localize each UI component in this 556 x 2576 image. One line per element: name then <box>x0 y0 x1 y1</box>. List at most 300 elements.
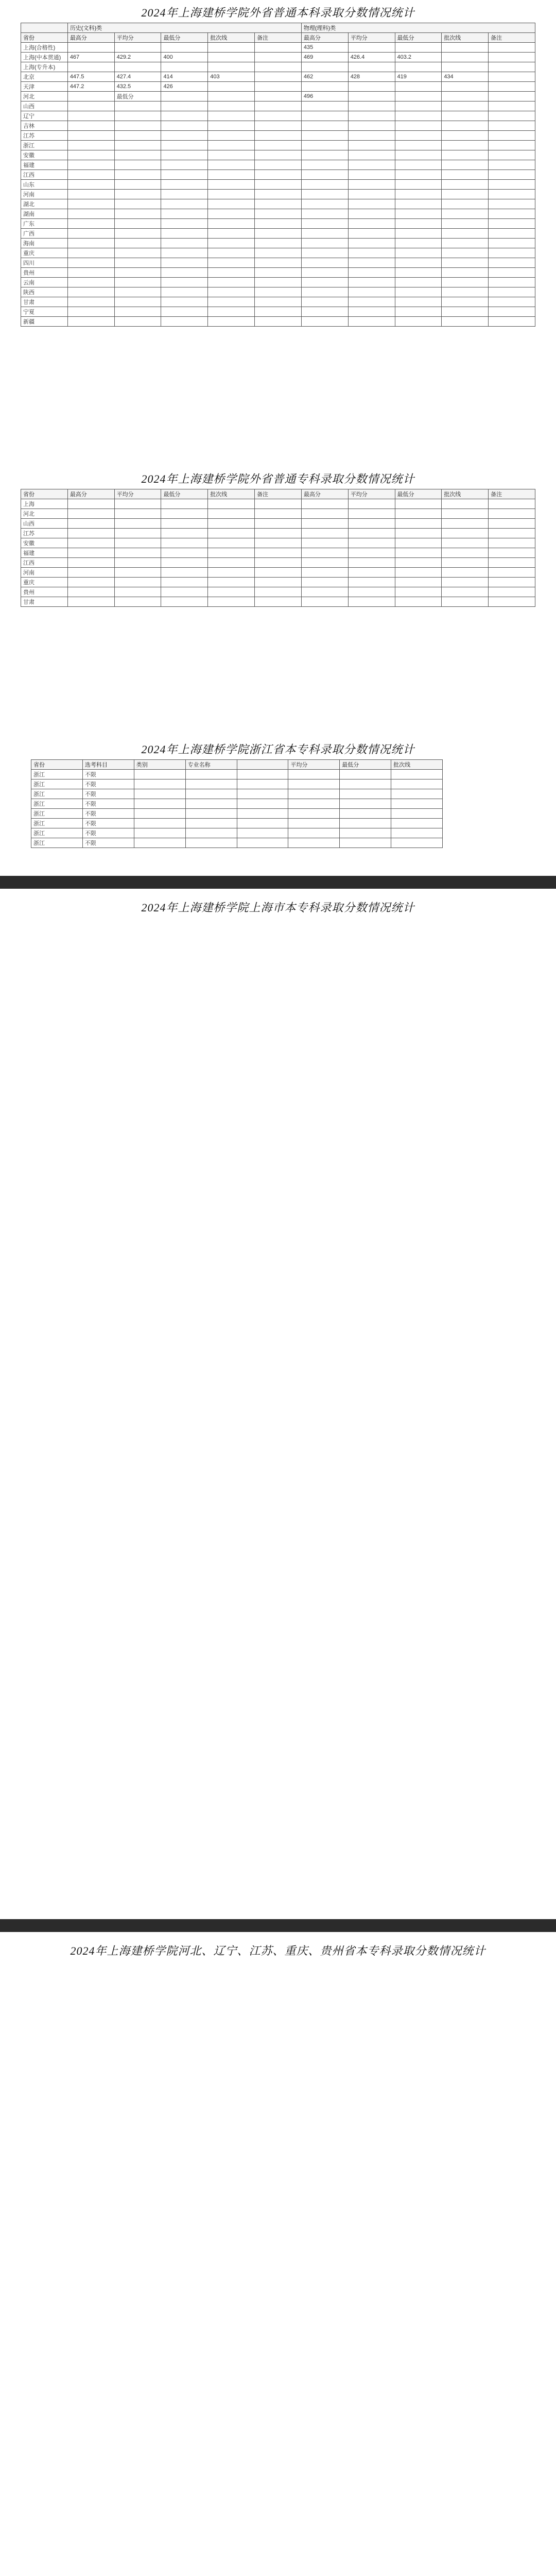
table-cell <box>395 307 442 317</box>
table-cell <box>348 111 395 121</box>
table-cell <box>208 209 255 219</box>
table-cell <box>255 131 302 141</box>
table-cell <box>114 43 161 53</box>
table-cell <box>255 209 302 219</box>
table-cell <box>134 819 185 828</box>
table-cell <box>395 287 442 297</box>
table-cell: 甘肃 <box>21 297 68 307</box>
table-cell <box>114 499 161 509</box>
table-cell <box>395 62 442 72</box>
table-cell <box>395 199 442 209</box>
table-cell: 426 <box>161 82 208 92</box>
table-cell <box>114 131 161 141</box>
table-cell <box>442 160 489 170</box>
table-cell <box>67 92 114 101</box>
table-cell <box>301 131 348 141</box>
table-cell <box>255 53 302 62</box>
table-cell <box>67 287 114 297</box>
table-cell <box>237 779 288 789</box>
table-row <box>21 190 535 199</box>
table-cell <box>255 258 302 268</box>
table-cell <box>395 111 442 121</box>
table-cell <box>208 597 255 607</box>
table-header: 批次线 <box>391 760 443 770</box>
table-cell <box>301 587 348 597</box>
table-cell <box>395 538 442 548</box>
table-cell <box>255 190 302 199</box>
table-cell <box>395 209 442 219</box>
score-table <box>21 23 535 327</box>
table-cell: 海南 <box>21 239 68 248</box>
table-cell <box>348 529 395 538</box>
table-cell <box>255 72 302 82</box>
table-cell <box>489 239 535 248</box>
table-cell <box>67 529 114 538</box>
table-cell <box>208 43 255 53</box>
table-cell <box>255 529 302 538</box>
table-cell <box>237 799 288 809</box>
scan-page-3 <box>0 737 556 871</box>
table-cell <box>348 160 395 170</box>
table-cell <box>208 62 255 72</box>
table-header-row <box>31 760 443 770</box>
table-cell <box>489 307 535 317</box>
table-cell: 不限 <box>82 799 134 809</box>
table-cell <box>489 587 535 597</box>
table-cell <box>442 92 489 101</box>
table-cell: 434 <box>442 72 489 82</box>
table-cell <box>301 101 348 111</box>
scan-page-2 <box>0 466 556 734</box>
table-cell <box>67 317 114 327</box>
table-cell: 429.2 <box>114 53 161 62</box>
table-cell <box>161 268 208 278</box>
table-cell <box>208 111 255 121</box>
table-cell <box>161 141 208 150</box>
table-cell <box>301 509 348 519</box>
table-cell <box>255 248 302 258</box>
table-cell <box>489 180 535 190</box>
table-cell: 陕西 <box>21 287 68 297</box>
table-cell <box>237 828 288 838</box>
table-cell <box>301 62 348 72</box>
table-cell: 403 <box>208 72 255 82</box>
table-cell <box>348 82 395 92</box>
table-cell <box>255 519 302 529</box>
table-cell <box>489 92 535 101</box>
table-cell <box>301 82 348 92</box>
table-cell <box>67 268 114 278</box>
scan-page-1 <box>0 0 556 464</box>
table-row <box>21 287 535 297</box>
table-cell <box>161 160 208 170</box>
table-cell <box>208 131 255 141</box>
table-row <box>31 770 443 779</box>
table-header: 省份 <box>21 489 68 499</box>
table-cell <box>489 101 535 111</box>
table-cell <box>395 258 442 268</box>
table-header: 最高分 <box>67 33 114 43</box>
table-cell <box>348 219 395 229</box>
table-cell <box>288 770 340 779</box>
table-cell <box>489 190 535 199</box>
table-cell <box>208 287 255 297</box>
table-cell <box>301 538 348 548</box>
table-cell <box>348 62 395 72</box>
table-cell <box>114 509 161 519</box>
table-header: 备注 <box>489 33 535 43</box>
table-cell <box>114 150 161 160</box>
table-cell <box>442 317 489 327</box>
table-cell <box>442 587 489 597</box>
table-cell <box>161 209 208 219</box>
table-header: 批次线 <box>208 489 255 499</box>
table-cell <box>114 268 161 278</box>
table-cell <box>288 819 340 828</box>
table-cell <box>489 199 535 209</box>
table-cell <box>161 180 208 190</box>
table-row <box>21 587 535 597</box>
table-cell <box>161 131 208 141</box>
table-cell <box>442 509 489 519</box>
table-row <box>31 809 443 819</box>
table-cell: 辽宁 <box>21 111 68 121</box>
table-row <box>21 499 535 509</box>
table-cell: 山东 <box>21 180 68 190</box>
table-cell <box>161 568 208 578</box>
table-cell <box>442 43 489 53</box>
table-cell <box>255 121 302 131</box>
table-row <box>21 597 535 607</box>
table-row <box>31 828 443 838</box>
table-cell <box>67 278 114 287</box>
table-cell <box>134 799 185 809</box>
table-cell <box>114 568 161 578</box>
table-header: 备注 <box>255 489 302 499</box>
table-cell <box>301 558 348 568</box>
table-cell <box>442 131 489 141</box>
table-cell: 广西 <box>21 229 68 239</box>
table-header: 省份 <box>31 760 83 770</box>
table-cell: 湖南 <box>21 209 68 219</box>
table-header: 最高分 <box>301 33 348 43</box>
table-cell: 469 <box>301 53 348 62</box>
table-row <box>21 111 535 121</box>
table-cell <box>489 82 535 92</box>
table-cell <box>395 278 442 287</box>
table-header: 备注 <box>255 33 302 43</box>
table-cell <box>301 297 348 307</box>
table-cell <box>442 258 489 268</box>
scan-page-4 <box>0 889 556 1919</box>
table-cell <box>301 278 348 287</box>
table-cell: 427.4 <box>114 72 161 82</box>
table-cell <box>161 499 208 509</box>
table-cell: 最低分 <box>114 92 161 101</box>
table-cell <box>395 578 442 587</box>
table-cell <box>395 121 442 131</box>
table-cell <box>208 278 255 287</box>
table-cell <box>255 150 302 160</box>
table-cell <box>255 538 302 548</box>
table-cell <box>114 519 161 529</box>
table-cell: 山西 <box>21 519 68 529</box>
table-cell <box>208 548 255 558</box>
table-cell <box>395 170 442 180</box>
table-cell <box>161 317 208 327</box>
table-cell <box>161 278 208 287</box>
table-cell <box>114 307 161 317</box>
table-cell <box>395 229 442 239</box>
table-cell <box>442 287 489 297</box>
table-cell <box>489 519 535 529</box>
table-row <box>21 209 535 219</box>
table-cell <box>67 62 114 72</box>
table-cell: 上海(专升本) <box>21 62 68 72</box>
table-header-row <box>21 33 535 43</box>
table-cell: 河南 <box>21 190 68 199</box>
table-cell <box>301 248 348 258</box>
table-cell <box>348 239 395 248</box>
table-cell <box>348 150 395 160</box>
table-cell <box>161 597 208 607</box>
table-cell <box>208 538 255 548</box>
table-cell <box>301 258 348 268</box>
table-cell <box>340 819 391 828</box>
table-cell <box>395 239 442 248</box>
table-cell <box>208 558 255 568</box>
table-cell <box>489 538 535 548</box>
table-cell <box>442 499 489 509</box>
table-cell <box>442 597 489 607</box>
table-cell <box>237 838 288 848</box>
table-container <box>31 759 443 848</box>
table-cell: 天津 <box>21 82 68 92</box>
table-cell <box>442 529 489 538</box>
table-row <box>21 170 535 180</box>
table-cell <box>442 170 489 180</box>
scan-page-5 <box>0 1932 556 2576</box>
table-cell: 447.2 <box>67 82 114 92</box>
table-cell <box>301 499 348 509</box>
table-cell <box>208 568 255 578</box>
table-cell <box>67 199 114 209</box>
table-cell <box>395 317 442 327</box>
table-cell <box>255 558 302 568</box>
table-cell: 浙江 <box>31 838 83 848</box>
table-cell: 云南 <box>21 278 68 287</box>
table-cell <box>67 101 114 111</box>
table-row <box>21 239 535 248</box>
table-cell <box>395 82 442 92</box>
table-cell <box>161 62 208 72</box>
table-cell <box>442 578 489 587</box>
table-cell <box>114 141 161 150</box>
table-cell <box>67 111 114 121</box>
table-cell <box>255 587 302 597</box>
table-cell <box>114 248 161 258</box>
table-row <box>21 278 535 287</box>
table-cell <box>208 268 255 278</box>
table-cell <box>348 538 395 548</box>
table-cell: 435 <box>301 43 348 53</box>
table-header: 最低分 <box>395 33 442 43</box>
table-cell <box>67 121 114 131</box>
table-cell <box>348 519 395 529</box>
table-subheader-row <box>21 23 535 33</box>
table-cell <box>348 307 395 317</box>
section-title: 2024年上海建桥学院外省普通本科录取分数情况统计 <box>141 6 415 19</box>
table-cell <box>301 150 348 160</box>
table-row <box>21 248 535 258</box>
section-title: 2024年上海建桥学院外省普通专科录取分数情况统计 <box>141 472 415 485</box>
table-cell <box>208 509 255 519</box>
table-cell <box>114 587 161 597</box>
table-cell: 不限 <box>82 838 134 848</box>
table-row <box>21 82 535 92</box>
table-cell <box>255 268 302 278</box>
table-cell <box>237 789 288 799</box>
table-cell <box>348 587 395 597</box>
table-cell <box>67 258 114 268</box>
table-cell: 重庆 <box>21 248 68 258</box>
table-cell <box>208 519 255 529</box>
table-cell <box>161 529 208 538</box>
table-cell <box>208 170 255 180</box>
table-cell <box>161 190 208 199</box>
score-table <box>21 489 535 607</box>
table-cell <box>301 578 348 587</box>
table-cell <box>114 121 161 131</box>
table-cell: 湖北 <box>21 199 68 209</box>
table-cell <box>67 209 114 219</box>
table-row <box>21 548 535 558</box>
score-table <box>31 759 443 848</box>
table-cell <box>301 170 348 180</box>
table-cell: 462 <box>301 72 348 82</box>
table-cell <box>161 307 208 317</box>
table-cell <box>442 101 489 111</box>
table-row <box>21 180 535 190</box>
table-cell <box>489 297 535 307</box>
table-header: 最低分 <box>161 489 208 499</box>
table-row <box>21 297 535 307</box>
table-cell <box>255 141 302 150</box>
table-cell <box>134 809 185 819</box>
table-cell <box>255 297 302 307</box>
table-cell <box>391 838 443 848</box>
table-cell <box>114 578 161 587</box>
table-cell <box>301 287 348 297</box>
table-cell: 浙江 <box>31 789 83 799</box>
table-cell <box>340 799 391 809</box>
table-cell <box>161 43 208 53</box>
table-cell <box>442 248 489 258</box>
table-cell <box>442 111 489 121</box>
table-cell: 403.2 <box>395 53 442 62</box>
table-cell: 上海(合格性) <box>21 43 68 53</box>
table-cell <box>161 538 208 548</box>
table-row <box>21 307 535 317</box>
table-cell <box>442 53 489 62</box>
table-cell: 安徽 <box>21 150 68 160</box>
table-cell <box>255 278 302 287</box>
table-row <box>21 141 535 150</box>
table-cell <box>348 121 395 131</box>
scan-gap <box>0 876 556 889</box>
table-header: 类别 <box>134 760 185 770</box>
table-cell <box>161 229 208 239</box>
table-cell <box>489 53 535 62</box>
table-cell: 宁夏 <box>21 307 68 317</box>
table-cell <box>67 568 114 578</box>
table-cell <box>442 538 489 548</box>
table-cell <box>67 239 114 248</box>
table-cell: 浙江 <box>31 799 83 809</box>
table-cell <box>185 828 237 838</box>
table-cell <box>489 72 535 82</box>
table-cell <box>161 121 208 131</box>
table-cell <box>395 131 442 141</box>
table-cell <box>288 838 340 848</box>
table-cell <box>340 779 391 789</box>
table-cell: 江苏 <box>21 529 68 538</box>
table-cell <box>185 770 237 779</box>
table-cell <box>67 170 114 180</box>
table-cell <box>489 268 535 278</box>
table-cell <box>114 190 161 199</box>
table-cell <box>301 548 348 558</box>
table-cell: 北京 <box>21 72 68 82</box>
table-cell <box>208 239 255 248</box>
table-cell <box>348 101 395 111</box>
table-cell: 新疆 <box>21 317 68 327</box>
table-cell: 江苏 <box>21 131 68 141</box>
table-cell <box>67 248 114 258</box>
table-header: 备注 <box>489 489 535 499</box>
table-cell <box>114 160 161 170</box>
table-cell <box>114 317 161 327</box>
table-cell <box>161 199 208 209</box>
table-header: 平均分 <box>348 33 395 43</box>
table-cell <box>134 828 185 838</box>
table-header: 专业名称 <box>185 760 237 770</box>
table-cell: 浙江 <box>31 809 83 819</box>
table-cell: 467 <box>67 53 114 62</box>
table-header: 选考科目 <box>82 760 134 770</box>
table-cell <box>208 82 255 92</box>
table-cell <box>255 180 302 190</box>
table-cell <box>161 239 208 248</box>
table-header: 最低分 <box>161 33 208 43</box>
table-cell <box>489 150 535 160</box>
table-cell <box>185 799 237 809</box>
table-cell <box>442 568 489 578</box>
table-cell <box>348 92 395 101</box>
table-cell: 浙江 <box>31 770 83 779</box>
table-cell <box>395 101 442 111</box>
table-cell <box>255 287 302 297</box>
table-cell <box>67 578 114 587</box>
table-cell <box>301 111 348 121</box>
table-cell <box>301 519 348 529</box>
section-title: 2024年上海建桥学院河北、辽宁、江苏、重庆、贵州省本专科录取分数情况统计 <box>70 1944 486 1957</box>
table-cell: 496 <box>301 92 348 101</box>
table-cell <box>134 770 185 779</box>
table-cell <box>161 519 208 529</box>
table-cell <box>442 307 489 317</box>
table-cell <box>391 779 443 789</box>
